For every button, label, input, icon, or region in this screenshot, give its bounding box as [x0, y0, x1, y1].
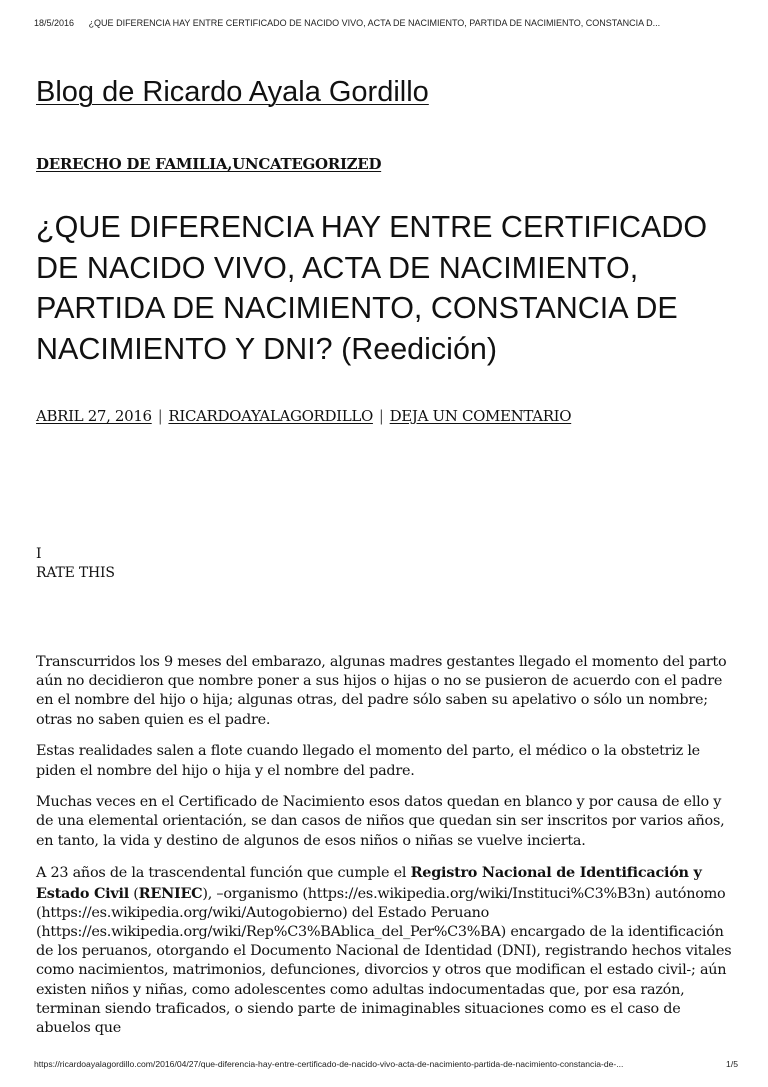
print-url: https://ricardoayalagordillo.com/2016/04/27/que-diferencia-hay-entre-certificado-de-nacido-vivo-acta-de-nacimiento-partida-de-nacimiento-constancia-de-... — [34, 1059, 624, 1069]
paragraph-text: A 23 años de la trascendental función que cumple el — [36, 865, 411, 882]
post-title: ¿QUE DIFERENCIA HAY ENTRE CERTIFICADO DE NACIDO VIVO, ACTA DE NACIMIENTO, PARTIDA DE NACIMIENTO, CONSTANCIA DE NACIMIENTO Y DNI? (Reedición) — [36, 210, 708, 366]
rating-count: I — [36, 546, 42, 562]
post-author-link[interactable]: RICARDOAYALAGORDILLO — [168, 407, 373, 425]
rate-this-link[interactable]: RATE THIS — [36, 565, 115, 581]
meta-separator: | — [157, 407, 163, 425]
paragraph: Estas realidades salen a flote cuando llegado el momento del parto, el médico o la obstetriz le piden el nombre del hijo o hija y el nombre del padre. — [36, 743, 700, 779]
paragraph-text: ), –organismo (https://es.wikipedia.org/wiki/Instituci%C3%B3n) autónomo (https://es.wikipedia.org/wiki/Autogobierno) del Estado Peruano (https://es.wikipedia.org/wiki/Rep%C3%BAblica_del_Per%C3%BA) encargado de la identificación de los peruanos, otorgando el Documento Nacional de Identidad (DNI), registrando hechos vitales como nacimientos, matrimonios, defunciones, divorcios y otros que modifican el estado civil-; aún existen niños y niñas, como adolescentes como adultas indocumentadas que, por esa razón, terminan siendo traficados, o siendo parte de inimaginables situaciones como es el caso de abuelos que — [36, 885, 732, 1036]
post-categories-link[interactable]: DERECHO DE FAMILIA,UNCATEGORIZED — [36, 155, 382, 173]
print-date: 18/5/2016 — [34, 18, 75, 28]
rating-widget — [36, 545, 115, 583]
post-date-link[interactable]: ABRIL 27, 2016 — [36, 407, 152, 425]
print-footer — [34, 1059, 738, 1069]
paragraph: Transcurridos los 9 meses del embarazo, algunas madres gestantes llegado el momento del parto aún no decidieron que nombre poner a sus hijos o hijas o no se pusieron de acuerdo con el padre en el nombre del hijo o hija; algunas otras, del padre sólo saben su apelativo o sólo un nombre; otras no saben quien es el padre. — [36, 654, 727, 728]
blog-title-link[interactable]: Blog de Ricardo Ayala Gordillo — [36, 76, 429, 108]
paragraph-text: ( — [128, 885, 139, 902]
print-header — [34, 18, 744, 28]
print-page-title: ¿QUE DIFERENCIA HAY ENTRE CERTIFICADO DE NACIDO VIVO, ACTA DE NACIMIENTO, PARTIDA DE NACIMIENTO, CONSTANCIA D... — [88, 18, 661, 28]
paragraph: Muchas veces en el Certificado de Nacimiento esos datos quedan en blanco y por causa de ello y de una elemental orientación, se dan casos de niños que quedan sin ser inscritos por varios años, en tanto, la vida y destino de algunos de esos niños o niñas se vuelve incierta. — [36, 794, 725, 849]
paragraph — [36, 863, 736, 1038]
post-body — [36, 653, 736, 1038]
post-meta — [36, 407, 571, 425]
page-number: 1/5 — [726, 1059, 738, 1069]
reniec-full-name: Registro Nacional de Identificación y Estado Civil — [36, 864, 702, 902]
reniec-acronym: RENIEC — [138, 884, 203, 902]
meta-separator: | — [378, 407, 384, 425]
leave-comment-link[interactable]: DEJA UN COMENTARIO — [389, 407, 572, 425]
